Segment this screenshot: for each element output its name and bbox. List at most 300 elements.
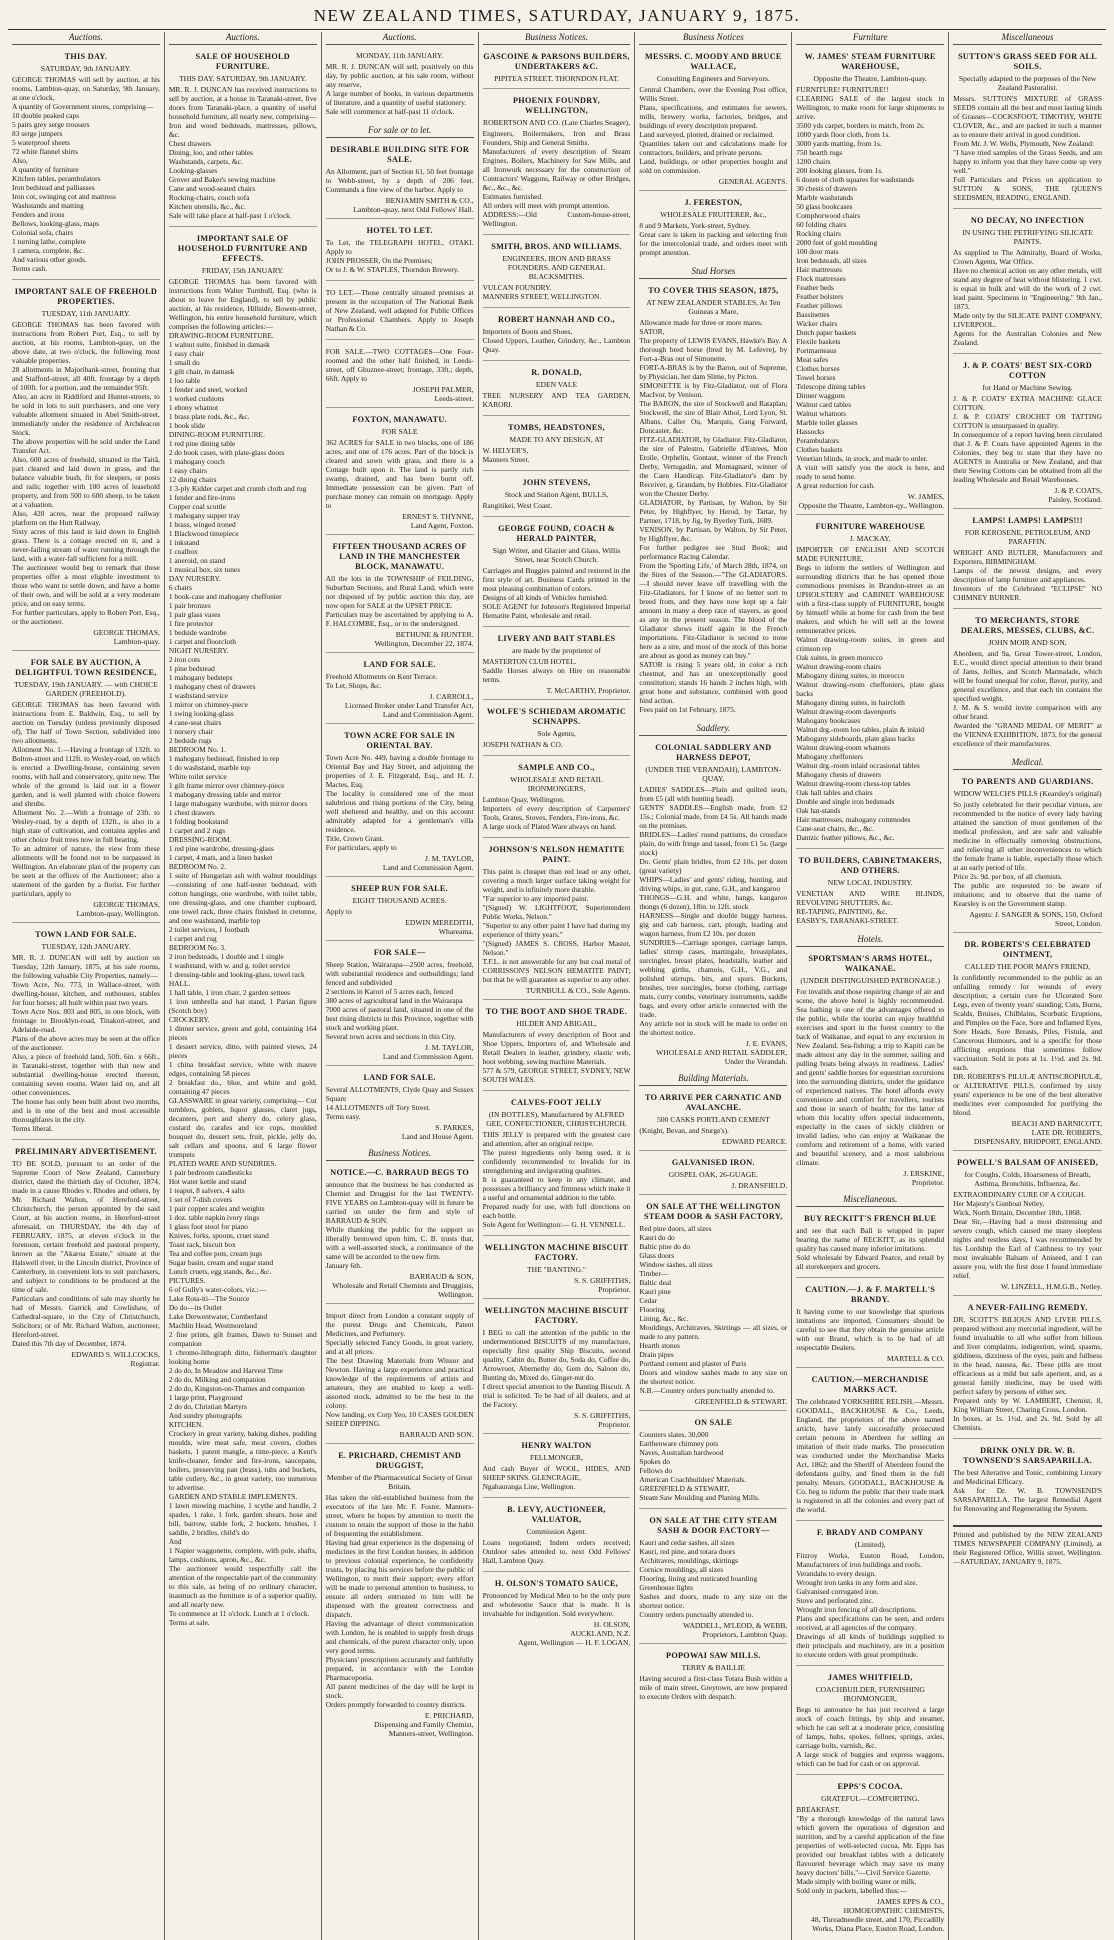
- section: [326, 125, 474, 1145]
- ad-headline: WOLFE'S SCHIEDAM AROMATIC SCHNAPPS.: [486, 707, 627, 726]
- ad-headline: FURNITURE WAREHOUSE: [815, 522, 925, 531]
- advertisement: [326, 1307, 474, 1444]
- advertisement: [796, 518, 944, 849]
- ad-body: As supplied to The Admiralty, Board of Works, Crown Agents, War Office. Have no chemical action on any other metals, will stand any degree of heat without blistering. 1 cwt. is equal in bulk and will do the work of 2 cwt. lead paint. Specimens in "Engineering," 9th Jan., 1873. Made only by the SILICATE PAINT COMPANY, LIVERPOOL. Agents for the Australian Colonies and New Zealand.: [953, 248, 1102, 347]
- section: [169, 32, 317, 1633]
- ad-subhead: Commission Agent.: [526, 1527, 587, 1536]
- ad-body: Kauri and cedar sashes, all sizes Kauri, red pine, and totara doors Architraves, mouldings, skirtings Cornice mouldings, all sizes Flooring, lining and rusticated boarding Greenhouse lights Sashes and doors, made to any size on the shortest notice. Country orders punctually attended to.: [639, 1538, 788, 1619]
- ad-subhead: (UNDER DISTINGUISHED PATRONAGE.): [800, 976, 940, 985]
- ad-signature: BARRAUD AND SON.: [399, 1430, 474, 1439]
- ad-subhead: for Hand or Machine Sewing.: [982, 383, 1073, 392]
- ad-body: TO LET.—Those centrally situated premises at present in the occupation of The National Bank of New Zealand, well adapted for Public Offices or Professional Chambers. Apply to Joseph Nathan & Co.: [325, 288, 474, 333]
- ad-subhead: TUESDAY, 12th JANUARY.: [41, 942, 131, 951]
- advertisement: [12, 654, 160, 923]
- ad-signature: GENERAL AGENTS.: [718, 177, 788, 186]
- advertisement: [796, 1210, 944, 1278]
- ad-subhead: TERRY & BAILLIE: [681, 1663, 746, 1672]
- advertisement: [483, 1239, 631, 1299]
- advertisement: [12, 926, 160, 1140]
- ad-body: MR. R. J. DUNCAN will sell by auction on Tuesday, 12th January, 1875, at his sale rooms, the following valuable City Properties, namely— Town Acre, No. 773, in Wallace-street, with dwelling-house, kitchen, and outhouses, stables for four horses; all built within past two years. Town Acre Nos. 803 and 805, in one block, with frontage to Brooklyn-road, Tinakori-street, and Adelaide-road. Plans of the above acres may be seen at the office of the auctioneer. Also, a piece of freehold land, 50ft. 6in. x 66ft., in Taranaki-street, together with that new and substantial dwelling-house erected thereon, containing seven rooms. Water laid on, and all other conveniences. The house has only been built about two months, and is in one of the best and most accessible thoroughfares in the city. Terms liberal.: [12, 953, 160, 1133]
- ad-body: Counters slates, 30,000 Earthenware chimney pots Naves, Australian hardwood Spokes do Fellows do American Coachbuilders' Materials. GREENFIELD & STEWART, Steam Saw Moulding and Planing Mills.: [639, 1430, 760, 1502]
- ad-subhead: FRIDAY, 15th JANUARY.: [201, 266, 284, 275]
- ad-body: Red pine doors, all sizes Kauri do do Baltic pine do do Glass doors Window sashes, all sizes Timber— Baltic deal Kauri pine Cedar Flooring Lining, &c., &c. Mouldings, Architraves, Skirtings — all sizes, or made to any pattern. Hearth stones Drain pipes Portland cement and plaster of Paris Doors and window sashes made to any size on the shortest notice. N.B.—Country orders punctually attended to.: [639, 1224, 788, 1395]
- advertisement: [483, 419, 631, 471]
- ad-body: 362 ACRES for SALE in two blocks, one of 186 acres, and one of 176 acres. Part of the block is cleared and sown with grass, and there is a Cottage built upon it. The land is partly rich swamp, drained, and has been burnt off. Immediate possession can be given. Part of purchase money can remain on mortgage. Apply to: [325, 438, 474, 510]
- ad-signature: GEORGE THOMAS, Lambton-quay, Wellington.: [76, 900, 160, 918]
- section-heading: Business Notices.: [483, 32, 631, 45]
- ad-body: Allowance made for three or more mares. SATOR, The property of LEWIS EVANS, Hawke's Bay. A thorough bred horse (bred by M. Lefevre), by Fort-a-Bras out of Simonette. FORT-A-BRAS is by the Baron, out of Supreme, by Physician, her dam Slime, by Picton. SIMONETTE is by Fitz-Gladiator, out of Flora MacIvor, by Venison. The BARON, the sire of Stockwell and Rataplan; Stockwell, the sire of Blair Athol, Lord Lyon, St. Albans, Caller Ou, Marquis, Gang Forward, Doncaster, &c. FITZ-GLADIATOR, by Gladiator. Fitz-Gladiator, the sire of Palestro, Gabrielle d'Estrees, Mon Etoile, Orphelin, Gontaut, winner of the French Derby, Vertugadin, and Montagnard, winner of the Caen Handicap. Fitz-Gladiator's dam by Receiver, g. Grandam, by Hobbies. Fitz-Gladiator won the Chester Derby. GLADIATOR, by Partisan, by Walton, by Sir Peter, by Highflyer, by Herod, by Tartar, by Partner, 1718, by Jig, by Byerley Turk, 1689. VENISON, by Partisan, by Walton, by Sir Peter, by Highflyer, &c. For further pedigree see Stud Book; and performance Racing Calendar. From the 'Sporting Life,' of March 28th, 1874, on the Sires of the Season.—"The GLADIATORS.—I should never leave off travelling with the Fitz-Gladiators, for I know of no better sort to breed from, and they have now kept up a fair amount in many a deep race of stayers, as good as any in the present season. The blood of the Gladiator shows itself again in the French importations. Fitz-Gladiator is second to none here as a sire, and most of the stock of this horse are about as good as money can buy." SATOR is rising 5 years old, in color a rich chestnut, and has an unexceptionally good constitution; stands 16 hands 2 inches high, with great bone and substance, combined with good hind action. Fees paid on 1st February, 1875.: [639, 318, 788, 714]
- ad-body: Town Acre No. 449, having a double frontage to Oriental Bay and Hay Street, and adjoining the properties of J. E. Fitzgerald, Esq., and H. J. Mactes, Esq. The locality is considered one of the most salubrious and rising portions of the City, being well sheltered and healthy, and on this account admirably adapted for a gentleman's villa residence. Title, Crown Grant. For particulars, apply to: [325, 753, 474, 852]
- ad-headline: IMPORTANT SALE OF HOUSEHOLD FURNITURE AND EFFECTS.: [177, 234, 308, 263]
- ad-signature: BARRAUD & SON, Wholesale and Retail Chemists and Druggists, Wellington.: [332, 1272, 474, 1299]
- ad-headline: HOTEL TO LET.: [366, 226, 433, 235]
- advertisement: [12, 283, 160, 651]
- ad-signature: J. CARROLL, Licensed Broker under Land Transfer Act, Land and Commission Agent.: [344, 692, 474, 719]
- ad-subhead: CALLED THE POOR MAN'S FRIEND,: [965, 962, 1091, 971]
- ad-body: Pronounced by Medical Men to be the only pure and wholesome Sauce that is made. It is invaluable for indigestion. Sold everywhere.: [482, 1591, 631, 1618]
- ad-body: 8 and 9 Markets, York-street, Sydney. Great care is taken in packing and selecting fruit for the intercolonial trade, and orders meet with prompt attention.: [639, 221, 788, 257]
- ad-subhead: PIPITEA STREET, THORNDON FLAT.: [494, 74, 619, 83]
- ad-subhead: FOR SALE: [381, 427, 418, 436]
- ad-headline: MESSRS. C. MOODY AND BRUCE WALLACE,: [645, 52, 782, 71]
- advertisement: [169, 48, 317, 227]
- column: [165, 32, 322, 1940]
- ad-subhead: ENGINEERS, IRON AND BRASS FOUNDERS, AND GENERAL BLACKSMITHS.: [502, 254, 611, 281]
- advertisement: [483, 703, 631, 756]
- masthead: NEW ZEALAND TIMES, SATURDAY, JANUARY 9, 1875.: [8, 4, 1106, 30]
- column: [322, 32, 479, 1940]
- ad-body: GEORGE THOMAS has been favored with instructions from E. Baldwin, Esq., to sell by auction on Tuesday (unless previously disposed of), The half of Town Section, subdivided into two allotments. Allotment No. 1.—Having a frontage of 132ft. to Bolton-street and 112ft. to Wesley-road, on which is erected a Dwelling-house, containing seven rooms, with hall and conservatory, quite new. The whole of the ground is laid out in a flower garden, and is well planted with choice flowers and shrubs. Allotment No. 2.—With a frontage of 23ft. to Wesley-road, by a depth of 132ft., is also in a high state of cultivation, and contains apples and other choice fruit trees now in full bearing. To an admirer of nature, the view from these allotments will be found not to be surpassed in Wellington. An elaborate plan of the property can be seen at the offices of the Auctioneer; also a statement of the garden by a florist. For further particulars, apply to: [12, 700, 160, 898]
- ad-signature: J. DRANSFIELD.: [731, 1181, 788, 1190]
- ad-subhead: (Limited),: [854, 1540, 886, 1549]
- ad-subhead: MONDAY, 11th JANUARY.: [355, 51, 444, 60]
- ad-headline: J. & P. COATS' BEST SIX-CORD COTTON: [963, 361, 1093, 380]
- advertisement: [483, 48, 631, 89]
- ad-signature: J. E. EVANS, WHOLESALE AND RETAIL SADDLER, Under the Verandah.: [656, 1039, 788, 1066]
- ad-headline: FOR SALE BY AUCTION, A DELIGHTFUL TOWN RESIDENCE,: [15, 658, 157, 677]
- ad-body: MR. R. J. DUNCAN will sell, positively on this day, by public auction, at his sale room, without any reserve, A large number of books, in various departments of literature, and a quantity of useful stationery. Sale will commence at half-past 11 o'clock.: [325, 62, 474, 116]
- ad-body: The celebrated YORKSHIRE RELISH.—Messrs. GOODALL, BACKHOUSE & Co., Leeds, England, the proprietors of the above named article, have lately successfully prosecuted certain persons in Aberdeen for selling an imitation of their trade marks. The prosecution was conducted under the Merchandise Marks Act, 1862; and the Sheriff of Aberdeen found the defendants guilty, and fined them in the full penalty. Messrs. GOODALL, BACKHOUSE & Co. beg to inform the public that their trade mark is registered in all the colonies and every part of the world.: [796, 1397, 945, 1514]
- ad-body: Fitzroy Works, Euston Road, London, Manufacturers of iron buildings and roofs. Verandahs to every design. Wrought iron tanks in any form and size. Galvanised corrugated iron. Stove and perforated zinc. Wrought iron fencing of all descriptions. Plans and specifications can be seen, and orders received, at all agencies of the company. Drawings of all kinds of buildings supplied to their principals and machinery, are in a position to execute orders with great promptitude.: [796, 1551, 945, 1659]
- ad-signature: W. LINZELL, H.M.G.B., Netley.: [1000, 1282, 1102, 1291]
- ad-body: Carriages and Buggies painted and restored in the first style of art. Business Cards printed in the most pleasing combination of colors. Designs of all kinds of Vehicles furnished. SOLE AGENT for Johnson's Registered Imperial Hematite Paint, wholesale and retail.: [482, 566, 631, 620]
- advertisement: [639, 1414, 787, 1509]
- ad-body: Sheep Station, Wairarapa—2500 acres, freehold, with substantial residence and outbuildings; land fenced and subdivided 2 sections in Karori of 5 acres each, fenced 380 acres of agricultural land in the Wairarapa 7000 acres of pastoral land, situated in one of the best rising districts in this Province, together with stock and working plant. Several town acres and sections in this City.: [325, 960, 474, 1041]
- ad-signature: JAMES EPPS & CO., HOMOEOPATHIC CHEMISTS, 48, Threadneedle street, and 170, Piccadilly Works, Diana Place, Euston Road, London.: [811, 1897, 945, 1933]
- ad-body: GEORGE THOMAS has been favored with instructions from Robert Port, Esq., to sell by auction, at his rooms, Lambton-quay, on the above date, at two o'clock, the following most valuable properties. 28 allotments in Majoribank-street, fronting that and Stafford-street, all 40ft. frontage by a depth of 100ft. for a portion, and the remainder 95ft. Also, an acre in Riddiford and Hunter-streets, to be sold in lots to suit purchasers, and one very valuable allotment situated in Abel Smith-street, immediately under the residence of Archdeacon Stock. The above properties will be sold under the Land Transfer Act. Also, 600 acres of freehold, situated in the Taitā, part cleared and laid down in grass, and the balance valuable bush, fit for sleepers, or posts and rails; together with 100 acres of leasehold property, and from 500 to 600 sheep, to be taken at a valuation. Also, 420 acres, near the proposed railway platform on the Hutt Railway. Sixty acres of this land is laid down in English grass. There is a cottage erected on it, and a never-failing stream of water running through the land, with a water-fall sufficient for a mill. The auctioneer would beg to remark that these properties offer a most eligible investment to those who want to settle down, and have a home of their own, and will be sold at a very moderate price, and on easy terms. For further particulars, apply to Robert Port, Esq., or the auctioneer.: [12, 320, 160, 626]
- ad-signature: EDWARD PEARCE.: [721, 1137, 788, 1146]
- ad-headline: TOWN ACRE FOR SALE IN ORIENTAL BAY.: [344, 731, 456, 750]
- advertisement: [639, 1647, 787, 1707]
- section-heading: Hotels.: [796, 934, 944, 947]
- ad-body: Has taken the old-established business from the executors of the late Mr. F. Foster, Manners-street, where he hopes by attention to merit the custom to retain the support of those in the habit of frequenting the establishment. Having had great experience in the dispensing of medicines in the first London houses, in addition to previous colonial experience, he confidently trusts, by placing his services before the public of Wellington, to merit their support; every effort will be made to personal attention to business, to ensure all orders entrusted to him will be dispensed with the greatest correctness and dispatch. Having the advantage of direct communication with London, he is enabled to supply fresh drugs and chemicals, of the purest character only, upon very good terms. Physicians' prescriptions accurately and faithfully prepared, in accordance with the London Pharmacopoeia. All patent medicines of the day will be kept in stock. Orders promptly forwarded to country districts.: [325, 1493, 474, 1709]
- column: [949, 32, 1106, 1940]
- ad-body: DR. SCOTT'S BILIOUS AND LIVER PILLS, prepared without any mercurial ingredient, will be found invaluable to all who suffer from bilious and liver complaints, indigestion, wind, spasms, giddiness, dizziness of the eyes, pain and fullness in the head, nausea, &c. These pills are most efficacious as a mild but safe aperient, and, as a general family medicine, may be used with perfect safety by persons of either sex. Prepared only by W. LAMBERT, Chemist, 8, King William Street, Charing Cross, London. In boxes, at 1s. 1½d. and 2s. 9d. Sold by all Chemists.: [953, 1315, 1102, 1432]
- ad-headline: R. DONALD,: [531, 368, 582, 377]
- ad-subhead: MADE TO ANY DESIGN, AT: [509, 435, 604, 444]
- ad-subhead: HILDER AND ABIGAIL,: [516, 1019, 597, 1028]
- advertisement: [326, 1164, 474, 1304]
- advertisement: [639, 194, 787, 263]
- ad-body: Manufacturers of every description of Boot and Shoe Uppers, Importers of, and Wholesale and Retail Dealers in leather, grindery, elastic web, boot webbing, sewing machine Materials. 577 & 579, GEORGE STREET, SYDNEY, NEW SOUTH WALES.: [482, 1030, 631, 1084]
- ad-body: Loans negotiated; Indent orders received; Outdoor sales attended to, next Odd Fellows' Hall, Lambton Quay.: [482, 1538, 631, 1565]
- ad-body: FOR SALE.—TWO COTTAGES—One Four-roomed and the other half finished, in Leeds-street, off Ghuznee-street; frontage, 33ft.; depth, 66ft. Apply to: [325, 347, 474, 383]
- ad-headline: ON SALE: [694, 1418, 733, 1427]
- ad-body: Rangitikei, West Coast.: [482, 501, 553, 510]
- advertisement: [953, 512, 1102, 609]
- ad-headline: H. OLSON'S TOMATO SAUCE,: [494, 1579, 619, 1588]
- ad-body: MASTERTON CLUB HOTEL. Saddle Horses always on Hire on reasonable terms.: [482, 657, 631, 684]
- section-heading: Business Notices.: [326, 1148, 474, 1161]
- ad-subhead: GOSPEL OAK, 26-GUAGE.: [668, 1170, 758, 1179]
- ad-signature: MARTELL & CO.: [886, 1354, 945, 1363]
- advertisement: [326, 48, 474, 122]
- ad-headline: SMITH, BROS. AND WILLIAMS.: [491, 242, 622, 251]
- ad-subhead: Sole Agents,: [537, 729, 576, 738]
- ad-body: GEORGE THOMAS will sell by auction, at his rooms, Lambton-quay, on Saturday, 9th January, at one o'clock, A quantity of Government stores, comprising— 10 double peaked caps 5 pairs grey serge trousers 83 serge jumpers 5 waterproof sheets 72 white flannel shirts Also, A quantity of furniture Kitchen tables, perambulators Iron bedstead and palliasses Iron cot, swinging cot and mattress Washstands and matting Fenders and irons Bellows, looking-glass, maps Colonial sofa, chairs 1 turning lathe, complete 1 camera, complete, &c. And various other goods. Terms cash.: [12, 75, 160, 273]
- ad-headline: TO PARENTS AND GUARDIANS.: [961, 777, 1094, 786]
- ad-headline: LAMPS! LAMPS! LAMPS!!!: [972, 516, 1083, 525]
- section-heading: Miscellaneous.: [796, 1194, 944, 1207]
- ad-body: Is confidently recommended to the public as an unfailing remedy for wounds of every description; a certain cure for Ulcerated Sore Legs, even of twenty years' standing; Cuts, Burns, Scalds, Bruises, Chilblains, Scorbutic Eruptions, and Pimples on the Face, Sore and Inflamed Eyes, Sore Heads, Sore Breasts, Piles, Fistula, and Cancerous Humours, and is a specific for those afflicting eruptions that sometimes follow vaccination. Sold in pots at 1s. 1½d. and 2s. 9d. each. DR. ROBERTS'S PILULÆ ANTISCROPHULÆ, or ALTERATIVE PILLS, confirmed by sixty years' experience to be one of the best alterative medicines ever compounded for purifying the blood.: [953, 973, 1102, 1117]
- section-heading: Auctions.: [326, 32, 474, 45]
- ad-headline: LAND FOR SALE.: [363, 660, 436, 669]
- ad-body: So justly celebrated for their peculiar virtues, are recommended to the notice of every lady having attained the sanction of most gentlemen of the medical profession, and are safe and valuable medicine in effectually removing obstructions, and relieving all other inconveniences to which the female frame is liable, especially those which at an early period of life. Price 2s. 9d. per box, of all chemists. The public are requested to be aware of imitations; and to observe that the name of Kearsley is on the Government stamp.: [953, 800, 1102, 908]
- advertisement: [796, 48, 944, 515]
- ad-subhead: IN USING THE PETRIFYING SILICATE PAINTS.: [962, 228, 1093, 246]
- advertisement: [326, 411, 474, 535]
- section-heading: Business Notices: [639, 32, 787, 45]
- section-heading: Building Materials.: [639, 1073, 787, 1086]
- ad-signature: BENJAMIN SMITH & CO., Lambton-quay, next Odd Fellows' Hall.: [353, 196, 474, 214]
- columns-grid: [8, 32, 1106, 1933]
- section: [639, 32, 787, 263]
- ad-subhead: Sign Writer, and Glazier and Glass, Willis Street, near Scotch Church.: [492, 546, 621, 564]
- ad-body: announce that the business he has conducted as Chemist and Druggist for the last TWENTY-FIVE YEARS on Lambton-quay will in future be carried on under the firm and style of BARRAUD & SON. While thanking the public for the support so liberally bestowed upon him, C. B. trusts that, with a well-assorted stock, a continuance of the same will be accorded to the new firm. January 6th.: [325, 1180, 474, 1270]
- advertisement: [639, 1089, 787, 1151]
- ad-headline: WELLINGTON MACHINE BISCUIT FACTORY.: [484, 1306, 629, 1325]
- ad-subhead: NEW LOCAL INDUSTRY.: [827, 878, 913, 887]
- advertisement: [326, 222, 474, 281]
- ad-signature: S. S. GRIFFITHS, Proprietor.: [574, 1276, 631, 1294]
- ad-headline: SAMPLE AND CO.,: [518, 763, 595, 772]
- ad-signature: EDWARD S. WILLCOCKS, Registrar.: [71, 1350, 160, 1368]
- ad-subhead: SATURDAY, 9th JANUARY.: [40, 64, 131, 73]
- ad-subhead: for Coughs, Colds, Hoarseness of Breath, Asthma, Bronchitis, Influenza, &c.: [964, 1170, 1091, 1188]
- ad-body: Several ALLOTMENTS, Clyde Quay and Sussex Square 14 ALLOTMENTS off Tory Street. Terms easy.: [325, 1085, 474, 1121]
- advertisement: [326, 1069, 474, 1145]
- ad-headline: FOXTON, MANAWATU.: [352, 415, 447, 424]
- ad-headline: CALVES-FOOT JELLY: [510, 1098, 602, 1107]
- section: [639, 1073, 787, 1707]
- ad-subhead: TUESDAY, 11th JANUARY.: [41, 309, 131, 318]
- ad-headline: COLONIAL SADDLERY AND HARNESS DEPOT,: [655, 743, 772, 762]
- ad-subhead: (UNDER THE VERANDAH), LAMBTON-QUAY.: [645, 765, 782, 783]
- ad-signature: BETHUNE & HUNTER. Wellington, December 22, 1874.: [374, 630, 474, 648]
- ad-signature: ERNEST S. THYNNE, Land Agent, Foxton.: [402, 512, 474, 530]
- advertisement: [326, 880, 474, 941]
- advertisement: [326, 656, 474, 724]
- ad-subhead: ROBERTSON AND CO. (Late Charles Seager),: [483, 118, 630, 127]
- advertisement: [639, 1154, 787, 1195]
- ad-headline: EPPS'S COCOA.: [837, 1782, 903, 1791]
- ad-subhead: WHOLESALE AND RETAIL IRONMONGERS,: [510, 775, 603, 793]
- advertisement: [326, 1447, 474, 1742]
- ad-headline: GALVANISED IRON.: [671, 1158, 755, 1167]
- ad-body: Apply to: [325, 907, 352, 916]
- ad-subhead: FOR KEROSENE, PETROLEUM, AND PARAFFIN.: [964, 528, 1091, 546]
- advertisement: [639, 282, 787, 720]
- ad-body: Freehold Allotments on Kent Terrace. To Let, Shops, &c.: [325, 672, 438, 690]
- ad-subhead: THIS DAY. SATURDAY, 9th JANUARY.: [179, 74, 307, 83]
- advertisement: [796, 1778, 944, 1937]
- advertisement: [483, 1437, 631, 1498]
- section-heading: Medical.: [953, 757, 1102, 770]
- section: [326, 1148, 474, 1742]
- column: [479, 32, 636, 1940]
- ad-body: Begs to announce he has just received a large stock of coach fittings, by ship and steamer, which he can sell at a moderate price, consisting of lamps, hubs, spokes, felloes, springs, axles, carriage bolts, varnish, &c. A large stock of buggies and express waggons, which can be had for cash or on approval.: [796, 1705, 945, 1768]
- section: [953, 32, 1102, 754]
- ad-headline: NOTICE.—C. BARRAUD BEGS TO: [330, 1168, 470, 1177]
- advertisement: [483, 364, 631, 416]
- section: [796, 32, 944, 931]
- section-heading: Auctions.: [169, 32, 317, 45]
- ad-headline: POPOWAI SAW MILLS.: [666, 1651, 761, 1660]
- ad-signature: EDWIN MEREDITH, Whareama.: [405, 918, 474, 936]
- advertisement: [953, 212, 1102, 354]
- ad-headline: FOR SALE—: [373, 948, 426, 957]
- advertisement: [12, 48, 160, 280]
- ad-body: TO BE SOLD, pursuant to an order of the Supreme Court of New Zealand, Canterbury district, dated the thirtieth day of October, 1874, made in a cause Rhodes v. Rhodes and others, by Mr. Richard Walton, of Hereford-street, Christchurch, the person appointed by the said Court, at his auction rooms, in Hereford-street aforesaid, on THURSDAY, the 4th day of FEBRUARY, 1875, at eleven o'clock in the forenoon, certain freehold and pastoral property, known as the "Akaroa Estate," situate at the Halswell river, in the Lincoln district, Province of Canterbury, in convenient lots to suit purchasers, and subject to conditions to be produced at the time of sale. Particulars and conditions of sale may shortly be had of Messrs. Garrick and Cowlishaw, of Cathedral-square, in the City of Christchurch, Solicitors; or of Mr. Richard Walton, auctioneer, Hereford-street. Dated this 7th day of December, 1874.: [12, 1159, 160, 1348]
- advertisement: [796, 1281, 944, 1368]
- advertisement: [483, 1094, 631, 1236]
- ad-headline: SALE OF HOUSEHOLD FURNITURE.: [195, 52, 290, 71]
- ad-headline: J. FERESTON,: [684, 198, 743, 207]
- advertisement: [796, 1524, 944, 1666]
- advertisement: [483, 311, 631, 361]
- ad-headline: CAUTION.—J. & F. MARTELL'S BRANDY.: [805, 1285, 936, 1304]
- ad-headline: TO BUILDERS, CABINETMAKERS, AND OTHERS.: [798, 856, 942, 875]
- ad-body: This paint is cheaper than red lead or any other, covering a much larger surface taking weight for weight, and is infinitely more durable. "Far superior to any imported paint. "(Signed) W. LIGHTFOOT, Superintendent Public Works, Nelson." "Superior to any other paint I have had during my experience of thirty years." "(Signed) JAMES S. CROSS, Harbor Master, Nelson." T.F.L. is not answerable for any but coal metal of CORRISSON'S NELSON HEMATITE PAINT; but that he will guarantee as superior to any other.: [482, 867, 631, 984]
- ad-signature: JOSEPH PALMER, Leeds-street.: [412, 385, 474, 403]
- ad-body: All the lots in the TOWNSHIP of FEILDING, Suburban Sections, and Rural Land, which were not disposed of by public auction this day, are now open for SALE at the UPSET PRICE. Particulars may be ascertained by applying to A. F. HALCOMBE, Esq., or to the undersigned.: [325, 574, 474, 628]
- ad-headline: JOHN STEVENS,: [522, 478, 591, 487]
- ad-body: Lambton Quay, Wellington. Importers of every description of Carpenters' Tools, Grates, Stoves, Fenders, Fire-irons, &c. A large stock of Plated Ware always on hand.: [482, 795, 631, 831]
- ad-subhead: J. MACKAY,: [849, 534, 891, 543]
- ad-subhead: WIDOW WELCH'S PILLS (Kearsley's original): [953, 789, 1102, 798]
- ad-headline: PRELIMINARY ADVERTISEMENT.: [14, 1147, 157, 1156]
- ad-headline: TO COVER THIS SEASON, 1875,: [648, 286, 779, 295]
- ad-body: Importers of Boots and Shoes, Closed Uppers, Leather, Grindery, &c., Lambton Quay.: [482, 327, 631, 354]
- ad-subhead: Specially adapted to the purposes of the New Zealand Pastoralist.: [958, 74, 1097, 92]
- advertisement: [639, 1512, 787, 1644]
- ad-headline: F. BRADY AND COMPANY: [816, 1528, 924, 1537]
- ad-body: Having secured a first-class Totara Bush within a mile of main street, Greytown, are now prepared to execute Orders with despatch.: [639, 1674, 788, 1701]
- section-heading: Miscellaneous: [953, 32, 1102, 45]
- ad-body: The best Alterative and Tonic, combining Luxury and Medicinal Efficacy. Ask for Dr. W. B. TOWNSEND'S SARSAPARILLA. The largest Remedial Agent for Renovating and Regenerating the System.: [953, 1468, 1102, 1513]
- section: [796, 1194, 944, 1937]
- ad-headline: GASCOINE & PARSONS BUILDERS, UNDERTAKERS &C.: [483, 52, 630, 71]
- ad-headline: CAUTION.—MERCHANDISE MARKS ACT.: [811, 1375, 929, 1394]
- ad-subhead: THE "BANTING.": [527, 1265, 586, 1274]
- ad-signature: GREENFIELD & STEWART.: [694, 1397, 788, 1406]
- ad-body: To Let, the TELEGRAPH HOTEL, OTAKI. Apply to JOHN PROSSER, On the Premises; Or to J. & W. STAPLES, Thorndon Brewery.: [325, 238, 474, 274]
- advertisement: [483, 759, 631, 838]
- ad-headline: GEORGE FOUND, COACH & HERALD PAINTER,: [498, 524, 615, 543]
- ad-body: Engineers, Boilermakers, Iron and Brass Founders, Ship and General Smiths. Manufacturers of every description of Steam Engines, Boilers, Machinery for Saw Mills, and all Ironwork necessary for the construction of Contractors' Waggons, Railway or other Bridges, &c., &c., &c. Estimates furnished. All orders will meet with prompt attention. ADDRESS:—Old Custom-house-street, Wellington.: [482, 129, 631, 228]
- ad-body: LADIES' SADDLES—Plain and quilted seats, from £5 (all with hunting head). GENTS' SADDLES—English made, from £2 15s.; Colonial made, from £4 5s. All hands made on the premises. BRIDLES—Ladies' round pattisms, do crossface plain, do with fringe and tassel, from £1 5s. (large stock) Do. Gents' plain bridles, from £2 10s. per dozen (great variety) WHIPS—Ladies' and gents' riding, hunting, and driving whips, in gut, cane, G.H., and kangaroo THONGS—G.H. and white, hangs, kangaroo thongs (6 dozen), 18in. to 12ft. stock HARNESS—Single and double buggy harness, gig and cab harness, cart, plough, leading and wagon harness, from £2 10s. per dozen SUNDRIES—Carriage sponges, carriage lamps, ladies' stirrup cases, martingale, breastplates, surcingles, breast plates, headstalls, leather and webbing girths, chamois, G.H., V.G., and polished stirrups, bits, and spurs. Buckets, brushes, tree surcingles, horse clothing, carriage mats, curry combs, veterinary instruments, saddle bags, and every other article connected with the trade. Any article not in stock will be made to order on the shortest notice.: [639, 785, 788, 1037]
- ad-headline: TOMBS, HEADSTONES,: [508, 423, 605, 432]
- advertisement: [483, 630, 631, 700]
- ad-body: An Allotment, part of Section 61, 50 feet frontage to Webb-street, by a depth of 206 feet. Commands a fine view of the harbor. Apply to: [325, 167, 474, 194]
- ad-subhead: WHOLESALE FRUITERER, &c.,: [660, 210, 767, 219]
- ad-body: JOSEPH NATHAN & CO.: [482, 740, 563, 749]
- ad-subhead: are made by the proprietor of: [512, 646, 601, 655]
- ad-subhead: COACHBUILDER, FURNISHING IRONMONGER,: [815, 1685, 925, 1703]
- ad-signature: T. McCARTHY, Proprietor.: [546, 686, 631, 695]
- ad-body: Central Chambers, over the Evening Post office, Willis Street. Plans, specifications, and estimates for sewers, mills, brewery works, factories, bridges, and buildings of every description prepared. Land surveyed, plotted, drained or reclaimed. Quantities taken out and calculations made for contractors, builders, and private persons. Land, buildings, or other properties bought and sold on commission.: [639, 85, 788, 175]
- ad-headline: WELLINGTON MACHINE BISCUIT FACTORY.: [484, 1243, 629, 1262]
- advertisement: [483, 1501, 631, 1572]
- ad-headline: TO ARRIVE PER CARNATIC AND AVALANCHE.: [645, 1093, 782, 1112]
- section-heading: Furniture: [796, 32, 944, 45]
- advertisement: [953, 773, 1102, 933]
- column: [792, 32, 949, 1940]
- section: [639, 266, 787, 720]
- section: [12, 32, 160, 1372]
- ad-body: THIS JELLY is prepared with the greatest care and attention, after an original recipe. The purest ingredients only being used, it is confidently recommended to Invalids for its strengthening and invigorating qualities. It is guaranteed to keep in any climate, and possesses a brilliancy and firmness which make it a useful and ornamental addition to the table. Prepared ready for use, with full directions on each bottle. Sole Agent for Wellington:— G. H. VENNELL.: [482, 1130, 631, 1229]
- section-heading: Stud Horses: [639, 266, 787, 279]
- advertisement: [326, 284, 474, 340]
- ad-headline: NO DECAY, NO INFECTION: [970, 216, 1085, 225]
- ad-subhead: JOHN MOIR AND SON,: [988, 638, 1067, 647]
- ad-signature: GEORGE THOMAS, Lambton-quay.: [93, 628, 160, 646]
- ad-headline: DESIRABLE BUILDING SITE FOR SALE.: [330, 145, 470, 164]
- ad-headline: JAMES WHITFIELD,: [827, 1673, 913, 1682]
- ad-body: GEORGE THOMAS has been favored with instructions from Walter Turnbull, Esq. (who is about to leave for England), to sell by public auction, at his residence, Hillside, Bowen-street, Wellington, his entire household furniture, which comprises the following articles:— DRAWING-ROOM FURNITURE. 1 walnut suite, finished in damask 1 easy chair 1 small do 1 gilt chair, in damask 1 loo table 1 fender and steel, worked 1 worked cushions 1 ebony whatnot 1 brass plate rods, &c., &c. 1 book slide DINING-ROOM FURNITURE. 1 red pine dining table 2 do book cases, with plate-glass doors 1 mahogany couch 1 easy chairs 12 dining chairs 1 3-ply Kidder carpet and crumb cloth and rug 1 fender and fire-irons Copper coal scuttle 1 mahogany supper tray 1 brass, winged ironed 1 Blackwood timepiece 1 inkstand 1 coalbox 1 aneroid, on stand 1 musical box, six tunes DAY NURSERY. 6 chairs 1 book-case and mahogany cheffonier 1 pair bronzes 1 pair glass vases 1 fire protector 1 bedside wardrobe 1 carpet and floorcloth NIGHT NURSERY. 2 iron cots 1 pine bedstead 1 mahogany bedsteps 1 mahogany chest of drawers 1 washstand service 1 mirror on chimney-piece 1 swing looking-glass 4 cane-seat chairs 1 nursery chair 2 bedside rugs BEDROOM No. 1. 1 mahogany bedstead, finished in rep 1 do washstand, marble top White toilet service 1 gilt frame mirror over chimney-piece 1 mahogany dressing table and mirror 1 large mahogany wardrobe, with mirror doors 1 chest drawers 1 folding bookstand 1 carpet and 2 rugs DRESSING-ROOM. 1 red pine wardrobe, dressing-glass 1 carpet, 4 mats, and a linen basket BEDROOM No. 2. 1 suite of Hungarian ash with walnut mouldings—consisting of one half-tester bedstead, with cotton hangings, one wardrobe, with toilet table, one dressing-glass, and one chamber cupboard, one towel rack, three chairs finished in cretonne, and one washstand, marble top 2 toilet services, 1 footbath 1 carpet and rug BEDROOM No. 3. 2 iron bedsteads, 1 double and 1 single 1 washstand, with w. and g. toilet service 1 dressing-table and looking-glass, towel rack HALL. 1 hall table, 1 iron chair, 2 garden settees 1 iron umbrella and hat stand, 1 Parian figure (Scotch boy) CROCKERY. 1 dinner service, green and gold, containing 164 pieces 1 dessert service, ditto, with painted views, 24 pieces 1 china breakfast service, white with mauve edges, containing 58 pieces 2 breakfast do., blue, and white and gold, containing 47 pieces GLASSWARE in great variety, comprising— Cut tumblers, goblets, liquor glasses, claret jugs, decanters, port and sherry do, celery glass, custard do, carafes and ice cups, moulded bouquet do, dessert sets, fruit, pickle, jelly do, salt cellars and spoons, and 6 large flower trumpets PLATED WARE AND SUNDRIES. 1 pair bedroom candlesticks Hot water kettle and stand 1 teapot, 8 salvers, 4 salts 1 set of 7-dish covers 1 pair copper scales and weights 1 doz. table napkin ivory rings 1 glass foot stool for piano Knives, forks, spoons, cruet stand Toast rack, biscuit box Tea and coffee pots, cream jugs Sugar basin, cream and sugar stand Lunch cruets, egg stands, &c., &c. PICTURES. 6 of Gully's water-colors, viz.:— Lake Rota-iti—The Source Do do—its Outlet Lake Derwentwater, Cumberland Machlin Head, Westmoreland 2 fine prints, gilt frames, Dawn to Sunset and companion 1 chromo-lithograph ditto, fisherman's daughter looking home 2 do do, In Meadow and Harvest Time 2 do do, Milking and companion 2 do do, Kingston-on-Thames and companion 1 large print, Playground 2 do do, Christian Martyrs And sundry photographs KITCHEN. Crockery in great variety, baking dishes, pudding moulds, wire meat safe, meat covers, clothes baskets, 1 patent mangle, a time-piece, a Kent's knife-cleaner, fender and fire-irons, saucepans, boilers, preserving pan (brass), tubs and buckets, table cutlery, &c., in great variety, too numerous to advertise. GARDEN AND STABLE IMPLEMENTS. 1 lawn mowing machine, 1 scythe and handle, 2 spades, 1 rake, 1 fork, garden shears, hose and bill, barrow, stable fork, 2 buckets, brushes, 1 saddle, 2 bridles, child's do And 1 Napier waggonette, complete, with pole, shafts, lamps, cushions, apron, &c., &c. The auctioneer would respectfully call the attention of the respectable part of the community to this sale, as being of no ordinary character, inasmuch as the furniture is of a superior quality, and all nearly new. To commence at 11 o'clock. Lunch at 1 o'clock. Terms at sale.: [168, 277, 317, 1627]
- advertisement: [953, 1442, 1102, 1519]
- ad-subhead: Stock and Station Agent, BULLS,: [504, 490, 609, 499]
- ad-body: TREE NURSERY AND TEA GARDEN, KARORI.: [482, 391, 631, 409]
- advertisement: [796, 852, 944, 931]
- ad-headline: SUTTON'S GRASS SEED FOR ALL SOILS.: [958, 52, 1098, 71]
- ad-subhead: Opposite the Theatre, Lambton-quay.: [813, 74, 927, 83]
- ad-headline: E. PRICHARD, CHEMIST AND DRUGGIST,: [338, 1451, 462, 1470]
- ad-headline: W. JAMES' STEAM FURNITURE WAREHOUSE,: [804, 52, 936, 71]
- section: [639, 723, 787, 1070]
- ad-headline: ON SALE AT THE CITY STEAM SASH & DOOR FACTORY—: [649, 1516, 778, 1535]
- ad-headline: FIFTEEN THOUSAND ACRES OF LAND IN THE MANCHESTER BLOCK, MANAWATU.: [332, 542, 467, 571]
- advertisement: [326, 141, 474, 219]
- ad-subhead: AT NEW ZEALANDER STABLES, At Ten Guineas a Mare,: [646, 298, 781, 316]
- advertisement: [326, 944, 474, 1066]
- ad-signature: S. PARKES, Land and House Agent.: [401, 1123, 474, 1141]
- ad-subhead: EDEN VALE: [535, 380, 578, 389]
- ad-signature: H. OLSON, AUCKLAND, N.Z. Agent, Wellington — H. F. LOGAN.: [518, 1620, 631, 1647]
- ad-headline: THIS DAY.: [64, 52, 108, 61]
- ad-headline: TO MERCHANTS, STORE DEALERS, MESSES, CLUBS, &C.: [960, 616, 1095, 635]
- ad-body: It having come to our knowledge that spurious imitations are imported, Consumers should be careful to see that they obtain the genuine article with our Brand, which is to be had of all respectable Dealers.: [796, 1307, 945, 1352]
- section-heading: Auctions.: [12, 32, 160, 45]
- column: [8, 32, 165, 1940]
- advertisement: [483, 238, 631, 308]
- ad-headline: LIVERY AND BAIT STABLES: [497, 634, 616, 643]
- ad-body: Messrs. SUTTON'S MIXTURE of GRASS SEEDS contain all the best and most lasting kinds of Grasses—COCKSFOOT, TIMOTHY, WHITE CLOVER, &c., and are packed in such a manner as to ensure their arrival in good condition. From Mr. J. W. Wells, Plymouth, New Zealand: "I have tried samples of the Grass Seeds, and am happy to inform you that they have come up very well." Full Particulars and Prices on application to SUTTON & SONS, THE QUEEN'S SEEDSMEN, READING, ENGLAND.: [953, 94, 1102, 202]
- ad-headline: HENRY WALTON: [521, 1441, 592, 1450]
- imprint-footer: Printed and published by the NEW ZEALAND TIMES NEWSPAPER COMPANY (Limited), at their Registered Office, Willis street, Wellington.—SATURDAY, JANUARY 9, 1875.: [953, 1525, 1102, 1566]
- ad-signature: WADDELL, M'LEOD, & WEBB, Proprietors, Lambton Quay.: [683, 1621, 788, 1639]
- ad-headline: DR. ROBERTS'S CELEBRATED OINTMENT,: [964, 940, 1091, 959]
- ad-body: WRIGHT AND BUTLER, Manufacturers and Exporters, BIRMINGHAM. Lamps of the newest designs, and every description of lamp furniture and appliances. Inventors of the Celebrated "ECLIPSE" NO CHIMNEY BURNER.: [953, 548, 1102, 602]
- advertisement: [796, 1669, 944, 1775]
- ad-body: FURNITURE! FURNITURE!! CLEARING SALE of the largest stock in Wellington, to make room for large shipments to arrive. 3500 yds carpet, borders to match, from 2s. 1000 yards floor cloth, from 1s. 3000 yards matting, from 1s. 750 hearth rugs 1200 chairs 200 looking glasses, from 1s. 6 dozen of cloth squares for washstands 30 chests of drawers Marble washstands 50 glass bookcases Comphorwood chairs 60 folding chairs Rocking chairs 2000 feet of gold moulding 100 door mats Iron bedsteads, all sizes Hair mattresses Flock mattresses Feather beds Feather bolsters Feather pillows Bassinettes Wicker chairs Dutch paper baskets Flexile baskets Portmanteaus Meat safes Clothes horses Towel horses Telescope dining tables Dinner waggons Walnut card tables Walnut whatnots Marble toilet glasses Hassocks Perambulators Clothes baskets Venetian blinds, in stock, and made to order. A visit will satisfy you the stock is here, and ready to send home. A great reduction for cash.: [796, 85, 945, 490]
- advertisement: [483, 1302, 631, 1434]
- advertisement: [953, 48, 1102, 209]
- ad-body: VULCAN FOUNDRY. MANNERS STREET, WELLINGTON.: [482, 283, 602, 301]
- ad-signature: J. M. TAYLOR, Land and Commission Agent.: [382, 1043, 474, 1061]
- ad-headline: PHOENIX FOUNDRY, WELLINGTON,: [512, 96, 600, 115]
- advertisement: [953, 357, 1102, 509]
- ad-headline: IMPORTANT SALE OF FREEHOLD PROPERTIES.: [14, 287, 158, 306]
- ad-body: J. & P. COATS' EXTRA MACHINE GLACE COTTON. J. & P. COATS' CROCHET OR TATTING COTTON is unsurpassed in quality. In consequence of a report having been circulated that J. & P. Coats have appointed Agents in the Colonies, they beg to state that they have no AGENTS in Australia or New Zealand, and that their Sewing Cottons can be obtained from all the leading Wholesale and Retail Warehouses.: [953, 394, 1102, 484]
- ad-body: (Knight, Bevan, and Sturge's).: [639, 1126, 729, 1135]
- section: [953, 757, 1102, 1519]
- ad-headline: B. LEVY, AUCTIONEER, VALUATOR,: [507, 1505, 606, 1524]
- ad-signature: TURNBULL & CO., Sole Agents.: [525, 986, 631, 995]
- section-heading: For sale or to let.: [326, 125, 474, 138]
- ad-body: Aberdeen, and 9a, Great Tower-street, London, E.C., would direct special attention to their brand of Jams, Jellies, and Scotch Marmalade, which will be found unequal for color, flavor, purity, and general excellence, and that each tin contains the specified weight. J. M. & S. would invite comparison with any other brand. Awarded the "GRAND MEDAL OF MERIT" at the VIENNA EXHIBITION, 1873, for the general excellence of their manufactures.: [953, 649, 1102, 748]
- ad-headline: ON SALE AT THE WELLINGTON STEAM DOOR & SASH FACTORY,: [644, 1202, 783, 1221]
- ad-headline: DRINK ONLY DR. W. B. TOWNSEND'S SARSAPARILLA.: [963, 1446, 1092, 1465]
- advertisement: [796, 950, 944, 1191]
- ad-headline: POWELL'S BALSAM OF ANISEED,: [957, 1158, 1099, 1167]
- ad-body: IMPORTER OF ENGLISH AND SCOTCH MADE FURNITURE, Begs to inform the settlers of Wellington and surrounding districts that he has opened those commodious premises in Brandon-street as an UPHOLSTERY and CABINET WAREHOUSE with a first-class supply of FURNITURE, bought by himself while at home for cash from the best makers, and which he will sell at the lowest remunerative prices. Walnut drawing-room suites, in green and crimson rep Oak suites, in green moroccо Walnut drawing-room chairs Mahogany dining suites, in moroccо Walnut drawing-room cheffoniers, plate glass backs Mahogany dining suites, in haircloth Walnut drawing-room davenports Mahogany bookcases Walnut drg.-room loo tables, plain & inlaid Mahogany sideboards, plate glass backs Walnut drawing-room whatnots Mahogany cheffoniers Walnut drg.-room inlaid occasional tables Mahogany chests of drawers Walnut drawing-room chess-top tables Oak hall tables and chairs Double and single iron bedsteads Oak hat-stands Hair mattresses, mahogany commodes Cane-seat chairs, &c., &c. Dantzic feather pillows, &c., &c.: [796, 545, 945, 842]
- ad-subhead: FELLMONGER,: [530, 1453, 583, 1462]
- ad-body: BREAKFAST. "By a thorough knowledge of the natural laws which govern the operations of digestion and nutrition, and by a careful application of the fine properties of well-selected cocoa, Mr. Epps has provided our breakfast tables with a delicately flavoured beverage which may save us many heavy doctors' bills."—Civil Service Gazette. Made simply with boiling water or milk. Sold only in packets, labelled thus:—: [796, 1805, 945, 1895]
- ad-body: W. HELYER'S, Manners Street.: [482, 446, 530, 464]
- ad-subhead: 500 CASKS PORTLAND CEMENT: [656, 1115, 770, 1124]
- ad-signature: E. PRICHARD, Dispensing and Family Chemist, Manners-street, Wellington.: [374, 1711, 474, 1738]
- ad-subhead: GRATEFUL—COMFORTING.: [821, 1794, 920, 1803]
- advertisement: [639, 48, 787, 191]
- ad-signature: W. JAMES, Opposite the Theatre, Lambton-qy., Wellington.: [798, 492, 945, 510]
- ad-headline: TO THE BOOT AND SHOE TRADE.: [485, 1007, 628, 1016]
- ad-body: And cash Buyer of WOOL, HIDES, AND SHEEP SKINS. GLENCRAGIE, Ngahauranga Line, Wellington.: [482, 1464, 631, 1491]
- advertisement: [639, 1198, 787, 1411]
- section: [483, 32, 631, 1651]
- ad-signature: S. S. GRIFFITHS, Proprietor.: [574, 1411, 631, 1429]
- ad-headline: LAND FOR SALE.: [363, 1073, 436, 1082]
- ad-signature: BEACH AND BARNICOTT, LATE DR. ROBERTS, DISPENSARY, BRIDPORT, ENGLAND.: [973, 1119, 1102, 1146]
- ad-subhead: TUESDAY, 19th JANUARY. — with CHOICE GARDEN (FREEHOLD).: [13, 680, 158, 698]
- ad-subhead: Consulting Engineers and Surveyors.: [656, 74, 770, 83]
- ad-subhead: EIGHT THOUSAND ACRES.: [352, 896, 447, 905]
- ad-headline: BUY RECKITT'S FRENCH BLUE: [804, 1214, 937, 1223]
- ad-headline: A NEVER-FAILING REMEDY.: [967, 1303, 1088, 1312]
- advertisement: [953, 936, 1102, 1151]
- advertisement: [483, 1003, 631, 1091]
- section-heading: Saddlery.: [639, 723, 787, 736]
- column: [635, 32, 792, 1940]
- advertisement: [953, 1154, 1102, 1296]
- advertisement: [326, 727, 474, 877]
- ad-body: I BEG to call the attention of the public to the undermentioned BISCUITS of my manufacture, especially first quality Ship Biscuits, second quality, Cabin do, Butter do, Soda do, Coffee do, Arrowroot, Abernethy do, Gem do, Saloon do, Bunting do, Mixed do, Ginger-nut do. I direct special attention to the Banting Biscuit. A trial is solicited. To be had of all dealers, and at the Factory.: [482, 1328, 631, 1409]
- advertisement: [169, 230, 317, 1633]
- ad-headline: SHEEP RUN FOR SALE.: [351, 884, 448, 893]
- advertisement: [953, 1299, 1102, 1439]
- advertisement: [483, 520, 631, 627]
- ad-body: MR. R. J. DUNCAN has received instructions to sell by auction, at a house in Taranaki-street, five doors from Taranaki-place, a quantity of useful household furniture, all nearly new, comprising— Iron and wood bedsteads, mattresses, pillows, &c. Chest drawers Dining, loo, and other tables Washstands, carpets, &c. Looking-glasses Grover and Baker's sewing machine Cane and wood-seated chairs Rocking-chairs, couch sofa Kitchen utensils, &c., &c. Sale will take place at half-past 1 o'clock.: [168, 85, 317, 220]
